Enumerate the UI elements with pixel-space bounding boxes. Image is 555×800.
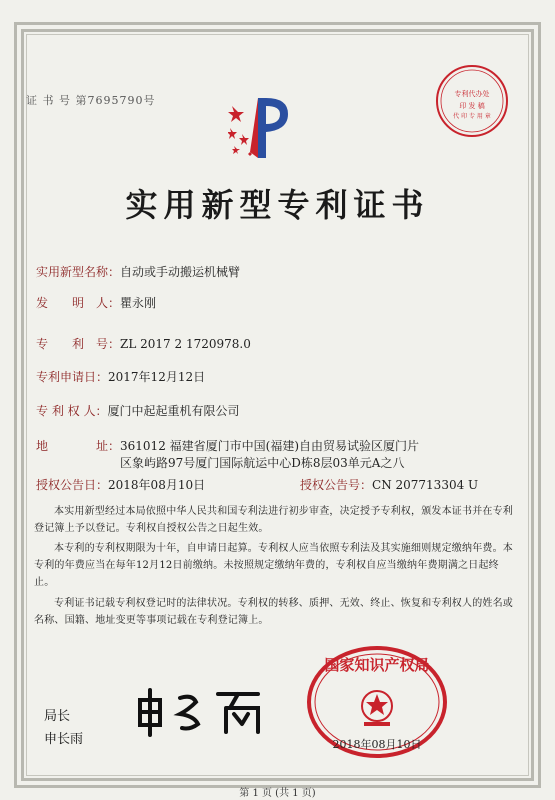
field-label: 专 利 权 人： <box>36 404 108 418</box>
svg-text:印 发 稿: 印 发 稿 <box>459 102 485 110</box>
page-title: 实用新型专利证书 <box>125 186 430 224</box>
field-application-date <box>36 368 205 385</box>
field-address-line2 <box>120 454 404 471</box>
handwritten-signature <box>130 680 280 740</box>
field-patent-number <box>36 335 251 352</box>
field-label: 发 明 人： <box>36 296 121 310</box>
certificate-number: 证 书 号 第7695790号 <box>26 94 156 107</box>
field-label: 实用新型名称： <box>36 265 121 279</box>
field-inventor <box>36 294 156 311</box>
field-publication-number <box>300 476 478 493</box>
field-label: 地 址： <box>36 439 121 453</box>
field-value: 区象屿路97号厦门国际航运中心D栋8层03单元A之八 <box>120 456 405 470</box>
body-paragraph: 本实用新型经过本局依照中华人民共和国专利法进行初步审查，决定授予专利权，颁发本证书并在专利登记簿上予以登记。专利权自授权公告之日起生效。 <box>34 506 513 534</box>
svg-text:国家知识产权局: 国家知识产权局 <box>324 656 430 674</box>
seal-date: 2018年08月10日 <box>332 738 422 751</box>
patent-office-logo <box>228 92 290 162</box>
field-label: 授权公告号： <box>300 478 373 492</box>
page-footer: 第 1 页 (共 1 页) <box>239 788 316 799</box>
field-value: 361012 福建省厦门市中国(福建)自由贸易试验区厦门片 <box>120 439 420 453</box>
field-value: 厦门中起起重机有限公司 <box>107 404 240 418</box>
signatory-title: 局长 <box>44 709 71 724</box>
body-paragraph: 本专利的专利权期限为十年，自申请日起算。专利权人应当依照专利法及其实施细则规定缴纳年费。本专利的年费应当在每年12月12日前缴纳。未按照规定缴纳年费的，专利权自应当缴纳年费期满之日起终止。 <box>34 543 513 588</box>
field-label: 专利申请日： <box>36 370 109 384</box>
body-paragraph: 专利证书记载专利权登记时的法律状况。专利权的转移、质押、无效、终止、恢复和专利权人的姓名或名称、国籍、地址变更等事项记载在专利登记簿上。 <box>34 598 513 626</box>
field-value: 2018年08月10日 <box>108 478 206 492</box>
field-value: CN 207713304 U <box>372 478 479 492</box>
svg-text:专利代办处: 专利代办处 <box>454 90 490 98</box>
field-value: ZL 2017 2 1720978.0 <box>120 337 251 351</box>
svg-text:代 印 专 用 章: 代 印 专 用 章 <box>453 113 491 120</box>
official-seal <box>302 640 452 760</box>
field-patentee <box>36 402 239 419</box>
field-grant-date <box>36 476 205 493</box>
field-value: 瞿永刚 <box>120 296 157 310</box>
field-value: 自动或手动搬运机械臂 <box>120 265 241 279</box>
field-value: 2017年12月12日 <box>108 370 206 384</box>
agency-seal-small <box>433 62 511 140</box>
field-address <box>36 437 419 454</box>
signatory-name: 申长雨 <box>44 732 84 747</box>
field-utility-name <box>36 263 240 280</box>
field-label: 授权公告日： <box>36 478 109 492</box>
field-label: 专 利 号： <box>36 337 121 351</box>
